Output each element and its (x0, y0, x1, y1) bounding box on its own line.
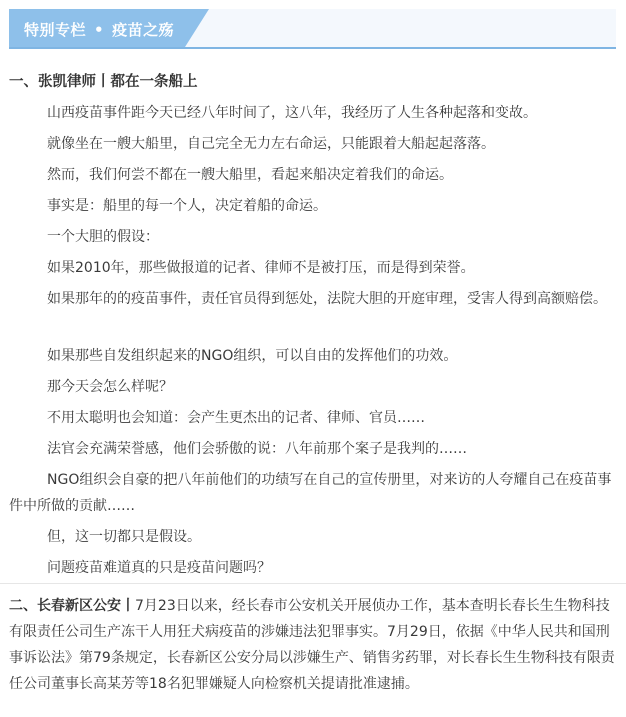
section2-body: 7月23日以来，经长春市公安机关开展侦办工作，基本查明长春长生生物科技有限责任公司生产冻干人用狂犬病疫苗的涉嫌违法犯罪事实。7月29日，依据《中华人民共和国刑事诉讼法》第79条规定，长春新区公安分局以涉嫌生产、销售劣药罪，对长春长生生物科技有限责任公司董事长高某芳等18名犯罪嫌疑人向检察机关提请批准逮捕。 (9, 598, 615, 692)
section1-heading: 一、张凯律师丨都在一条船上 (9, 74, 198, 90)
section-divider (0, 583, 626, 584)
paragraph: 山西疫苗事件距今天已经八年时间了，这八年，我经历了人生各种起落和变故。 (47, 105, 537, 121)
paragraph: 问题疫苗难道真的只是疫苗问题吗？ (47, 560, 271, 576)
section2-block (9, 593, 619, 697)
paragraph: 如果那些自发组织起来的NGO组织，可以自由的发挥他们的功效。 (47, 348, 458, 364)
paragraph: 法官会充满荣誉感，他们会骄傲的说：八年前那个案子是我判的…… (47, 441, 467, 457)
section2-heading: 二、长春新区公安丨 (9, 598, 135, 614)
column-title (24, 19, 174, 40)
column-separator: • (94, 21, 105, 39)
paragraph: 一个大胆的假设： (47, 229, 159, 245)
paragraph-wrapped: 如果那年的的疫苗事件，责任官员得到惩处，法院大胆的开庭审理，受害人得到高额赔偿。 (47, 291, 607, 307)
column-label: 特别专栏 (24, 21, 87, 39)
paragraph: 不用太聪明也会知道：会产生更杰出的记者、律师、官员…… (47, 410, 425, 426)
paragraph: 如果2010年，那些做报道的记者、律师不是被打压，而是得到荣誉。 (47, 260, 475, 276)
paragraph-wrapped: NGO组织会自豪的把八年前他们的功绩写在自己的宣传册里，对来访的人夸耀自己在疫苗事件中所做的贡献…… (9, 472, 612, 514)
column-banner (9, 9, 616, 49)
paragraph: 就像坐在一艘大船里，自己完全无力左右命运，只能跟着大船起起落落。 (47, 136, 495, 152)
paragraph: 事实是：船里的每一个人，决定着船的命运。 (47, 198, 327, 214)
paragraph: 那今天会怎么样呢？ (47, 379, 173, 395)
column-topic: 疫苗之殇 (112, 21, 175, 39)
paragraph: 但，这一切都只是假设。 (47, 529, 201, 545)
paragraph: 然而，我们何尝不都在一艘大船里，看起来船决定着我们的命运。 (47, 167, 453, 183)
